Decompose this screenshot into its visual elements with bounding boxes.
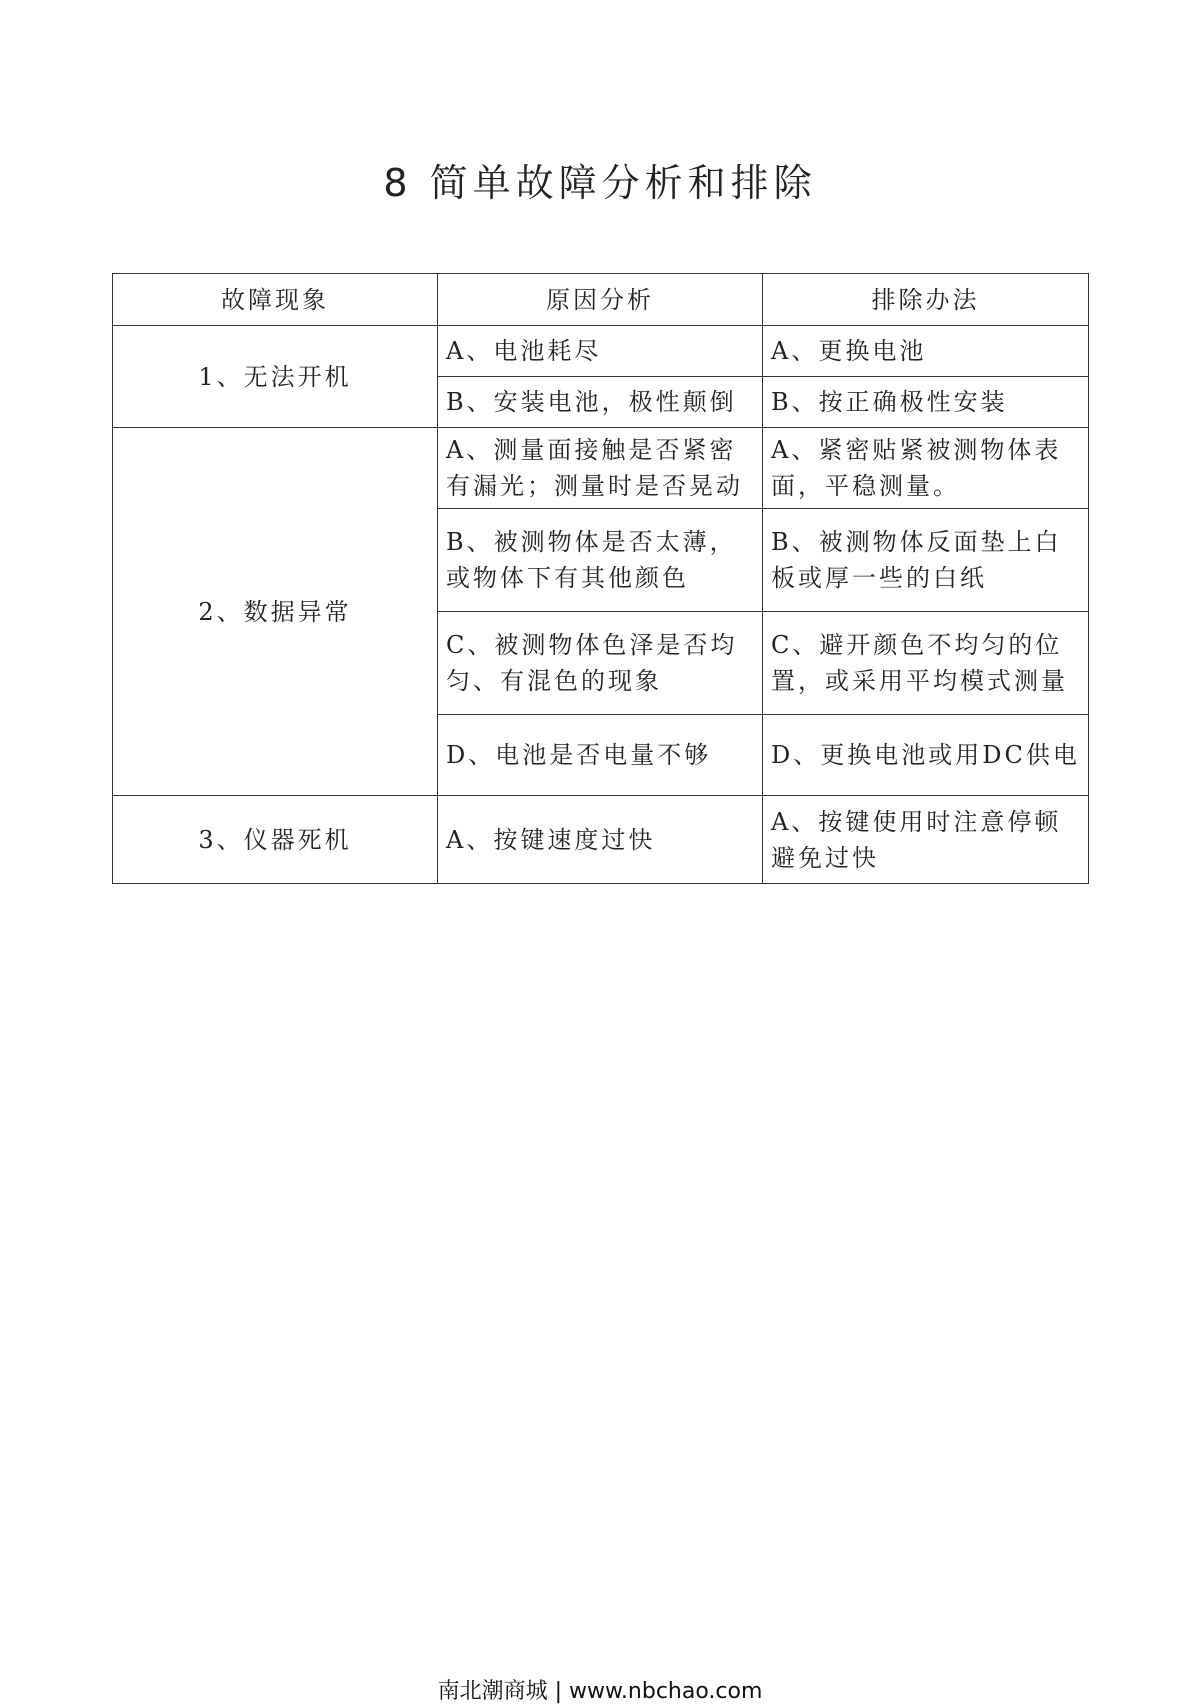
table-row <box>113 796 1089 884</box>
cause-cell: A、按键速度过快 <box>438 796 763 884</box>
page-title: 8 简单故障分析和排除 <box>383 161 817 205</box>
cause-cell: C、被测物体色泽是否均匀、有混色的现象 <box>438 612 763 715</box>
table-row <box>113 428 1089 509</box>
symptom-cell: 1、无法开机 <box>113 326 438 428</box>
table-row <box>113 326 1089 377</box>
fault-table <box>112 273 1089 884</box>
solution-cell: B、被测物体反面垫上白板或厚一些的白纸 <box>763 509 1089 612</box>
symptom-cell: 3、仪器死机 <box>113 796 438 884</box>
solution-cell: A、更换电池 <box>763 326 1089 377</box>
symptom-cell: 2、数据异常 <box>113 428 438 796</box>
solution-cell: C、避开颜色不均匀的位置，或采用平均模式测量 <box>763 612 1089 715</box>
solution-cell: B、按正确极性安装 <box>763 377 1089 428</box>
cause-cell: B、被测物体是否太薄，或物体下有其他颜色 <box>438 509 763 612</box>
cause-cell: A、电池耗尽 <box>438 326 763 377</box>
cause-cell: A、测量面接触是否紧密有漏光；测量时是否晃动 <box>438 428 763 509</box>
cause-cell: B、安装电池，极性颠倒 <box>438 377 763 428</box>
solution-cell: A、紧密贴紧被测物体表面，平稳测量。 <box>763 428 1089 509</box>
header-cause: 原因分析 <box>438 274 763 326</box>
table-header-row <box>113 274 1089 326</box>
footer-site-link[interactable]: 南北潮商城 | www.nbchao.com <box>437 1679 763 1704</box>
solution-cell: D、更换电池或用DC供电 <box>763 715 1089 796</box>
header-symptom: 故障现象 <box>113 274 438 326</box>
header-solution: 排除办法 <box>763 274 1089 326</box>
cause-cell: D、电池是否电量不够 <box>438 715 763 796</box>
solution-cell: A、按键使用时注意停顿避免过快 <box>763 796 1089 884</box>
